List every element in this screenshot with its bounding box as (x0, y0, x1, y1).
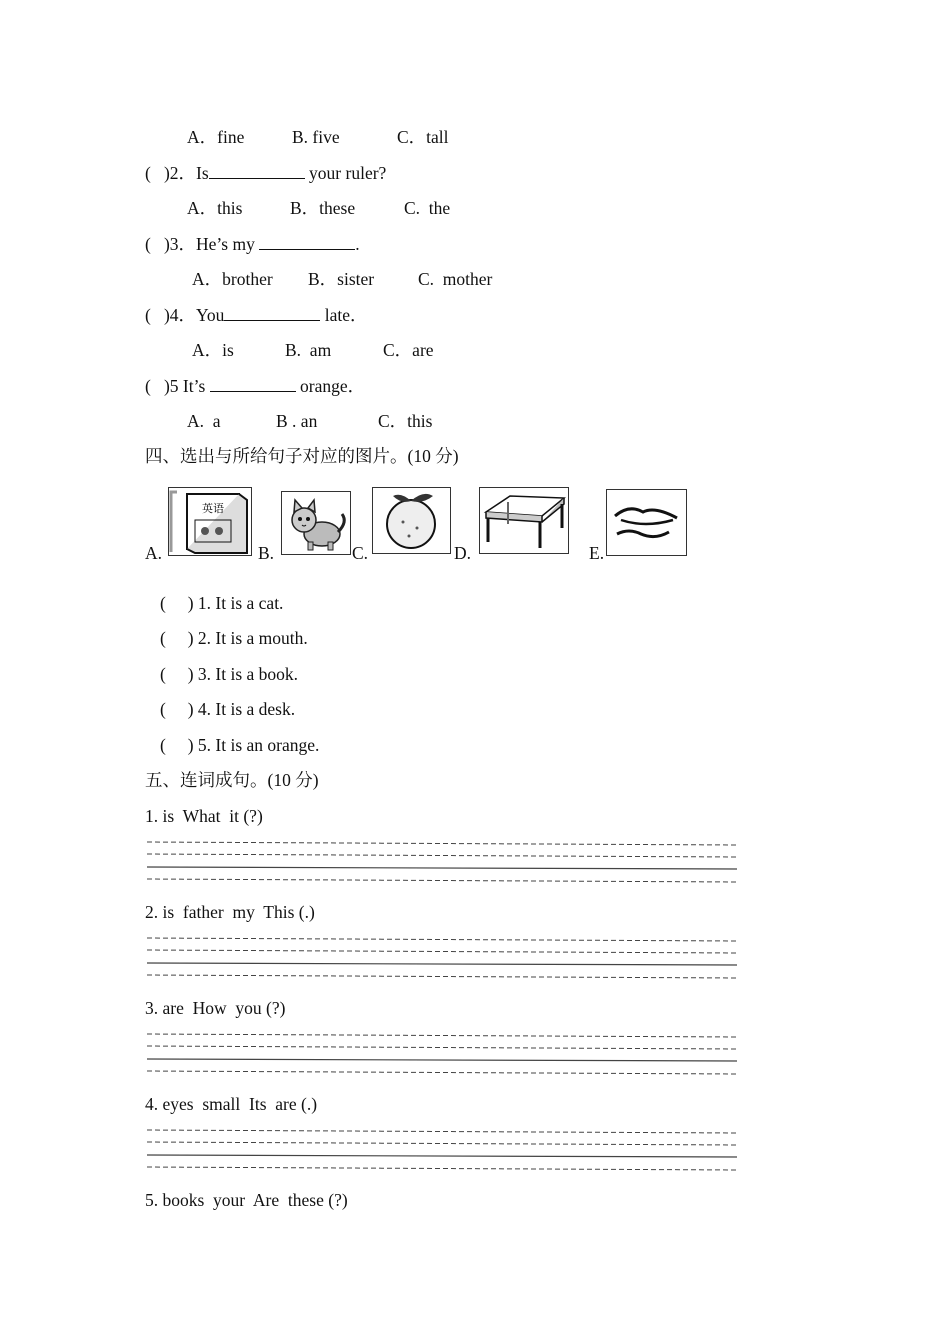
sentence-item-3: 3. are How you (?) (145, 998, 286, 1018)
picture-label-d: D. (454, 543, 472, 563)
question-3-prefix: ( )3．He’s my (145, 234, 260, 254)
q5-option-c: C．this (378, 411, 433, 431)
question-2-suffix: your ruler? (304, 163, 387, 183)
writing-lines[interactable] (147, 936, 737, 980)
orange-icon (372, 487, 451, 554)
question-4 (145, 305, 368, 325)
q2-option-c: C. the (404, 198, 451, 218)
q1-option-c: C．tall (397, 127, 449, 147)
picture-label-e: E. (589, 543, 605, 563)
answer-blank (209, 163, 305, 179)
picture-label-a: A. (145, 543, 163, 563)
mouth-icon (606, 489, 687, 556)
matching-item-5: ( ) 5. It is an orange. (160, 735, 320, 755)
sentence-item-5: 5. books your Are these (?) (145, 1190, 348, 1210)
writing-lines[interactable] (147, 840, 737, 884)
matching-item-4: ( ) 4. It is a desk. (160, 699, 296, 719)
question-3-suffix: . (355, 234, 360, 254)
sentence-item-4: 4. eyes small Its are (.) (145, 1094, 318, 1114)
writing-lines[interactable] (147, 1128, 737, 1172)
q2-option-a: A．this (187, 198, 243, 218)
q3-option-b: B．sister (308, 269, 375, 289)
question-2-prefix: ( )2．Is (145, 163, 209, 183)
q5-option-b: B . an (276, 411, 318, 431)
matching-item-1: ( ) 1. It is a cat. (160, 593, 284, 613)
q4-option-b: B. am (285, 340, 332, 360)
question-2 (145, 163, 386, 183)
writing-lines[interactable] (147, 1032, 737, 1076)
question-4-prefix: ( )4．You (145, 305, 225, 325)
question-5 (145, 376, 365, 396)
answer-blank (210, 376, 296, 392)
q4-option-c: C．are (383, 340, 434, 360)
q3-option-a: A．brother (192, 269, 273, 289)
answer-blank (259, 234, 355, 250)
q1-option-a: A．fine (187, 127, 245, 147)
q5-option-a: A. a (187, 411, 221, 431)
q2-option-b: B．these (290, 198, 356, 218)
book-cover-text: 英语 (202, 502, 224, 515)
section-5-heading: 五、连词成句。(10 分) (145, 770, 319, 790)
desk-icon (479, 487, 569, 554)
answer-blank (224, 305, 320, 321)
cat-icon (281, 491, 351, 555)
picture-label-c: C. (352, 543, 369, 563)
matching-item-3: ( ) 3. It is a book. (160, 664, 299, 684)
matching-item-2: ( ) 2. It is a mouth. (160, 628, 308, 648)
question-5-prefix: ( )5 It’s (145, 376, 210, 396)
question-5-suffix: orange． (295, 376, 366, 396)
q3-option-c: C. mother (418, 269, 493, 289)
book-icon (168, 487, 252, 556)
section-4-heading: 四、选出与所给句子对应的图片。(10 分) (145, 446, 459, 466)
sentence-item-2: 2. is father my This (.) (145, 902, 315, 922)
question-4-suffix: late． (320, 305, 368, 325)
sentence-item-1: 1. is What it (?) (145, 806, 263, 826)
q4-option-a: A．is (192, 340, 234, 360)
picture-label-b: B. (258, 543, 275, 563)
q1-option-b: B. five (292, 127, 340, 147)
question-3 (145, 234, 360, 254)
